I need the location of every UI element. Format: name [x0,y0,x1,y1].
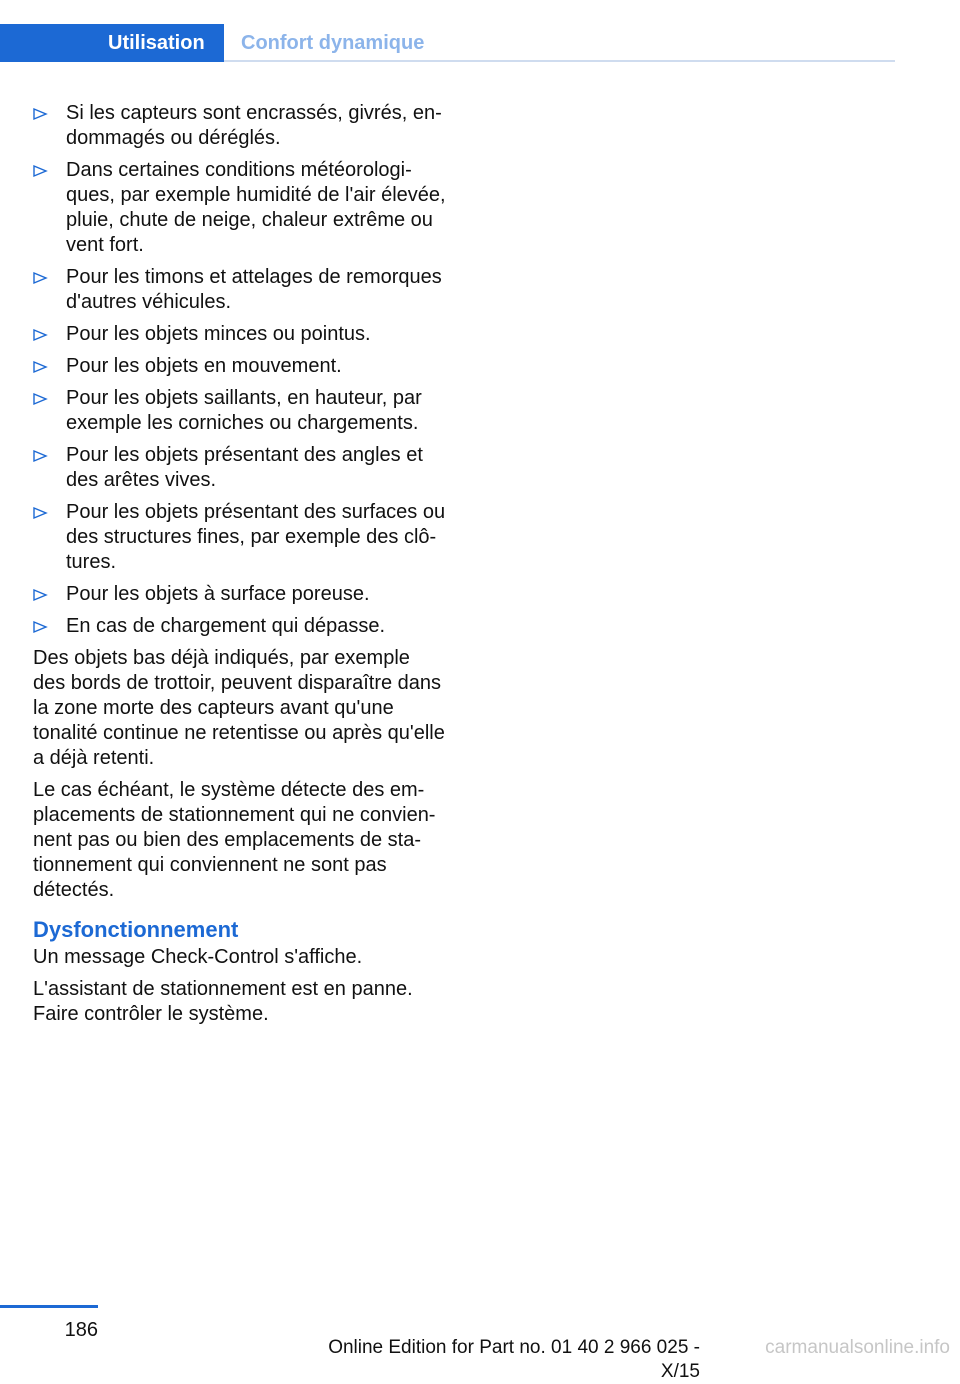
triangle-right-outline-icon [33,108,47,120]
list-item-text: Pour les objets en mouvement. [66,355,342,377]
triangle-right-outline-icon [33,621,47,633]
tab-confort-dynamique[interactable]: Confort dynamique [241,32,425,54]
list-item-text: Pour les objets présentant des angles et des arêtes vives. [66,444,423,491]
paragraph-dead-zone: Des objets bas déjà indiqués, par exemple des bords de trottoir, peuvent disparaître dans la zone morte des capteurs avant qu'une tonalité continue ne retentisse ou après qu'elle a déjà retenti. [33,647,445,769]
list-item [33,500,447,575]
paragraph-detection: Le cas échéant, le système détecte des em‐ placements de stationnement qui ne convien‐ nent pas ou bien des emplacements de sta‐ tionnement qui conviennent ne sont pas détectés. [33,779,436,901]
triangle-right-outline-icon [33,589,47,601]
page-number: 186 [64,1319,98,1341]
triangle-right-outline-icon [33,272,47,284]
list-item [33,322,447,347]
triangle-right-outline-icon [33,165,47,177]
edition-text: Online Edition for Part no. 01 40 2 966 025 - X/15 [328,1337,700,1382]
section-heading: Dysfonctionnement [33,917,239,942]
list-item [33,614,447,639]
list-item [33,582,447,607]
list-item [33,354,447,379]
section-paragraph: L'assistant de stationnement est en panne. Faire contrôler le système. [33,978,413,1025]
list-item-text: Si les capteurs sont encrassés, givrés, en‐ dommagés ou déréglés. [66,102,442,149]
watermark: carmanualsonline.info [765,1337,950,1358]
list-item [33,443,447,493]
main-content [33,101,447,1034]
triangle-right-outline-icon [33,507,47,519]
list-item-text: Pour les objets minces ou pointus. [66,323,371,345]
list-item-text: Pour les timons et attelages de remorques d'autres véhicules. [66,266,442,313]
list-item-text: Dans certaines conditions météorologi‐ ques, par exemple humidité de l'air élevée, pluie, chute de neige, chaleur extrême ou vent fort. [66,159,446,256]
list-item [33,386,447,436]
list-item [33,101,447,151]
list-item-text: En cas de chargement qui dépasse. [66,615,386,637]
list-item [33,265,447,315]
list-item-text: Pour les objets présentant des surfaces ou des structures fines, par exemple des clô‐ tures. [66,501,446,573]
footer-divider [0,1305,98,1308]
bullet-list [33,101,447,639]
list-item-text: Pour les objets à surface poreuse. [66,583,370,605]
list-item-text: Pour les objets saillants, en hauteur, par exemple les corniches ou chargements. [66,387,422,434]
list-item [33,158,447,258]
tab-utilisation[interactable]: Utilisation [0,24,224,62]
triangle-right-outline-icon [33,450,47,462]
section-paragraph: Un message Check-Control s'affiche. [33,946,363,968]
triangle-right-outline-icon [33,361,47,373]
page-header [0,24,895,62]
triangle-right-outline-icon [33,393,47,405]
triangle-right-outline-icon [33,329,47,341]
